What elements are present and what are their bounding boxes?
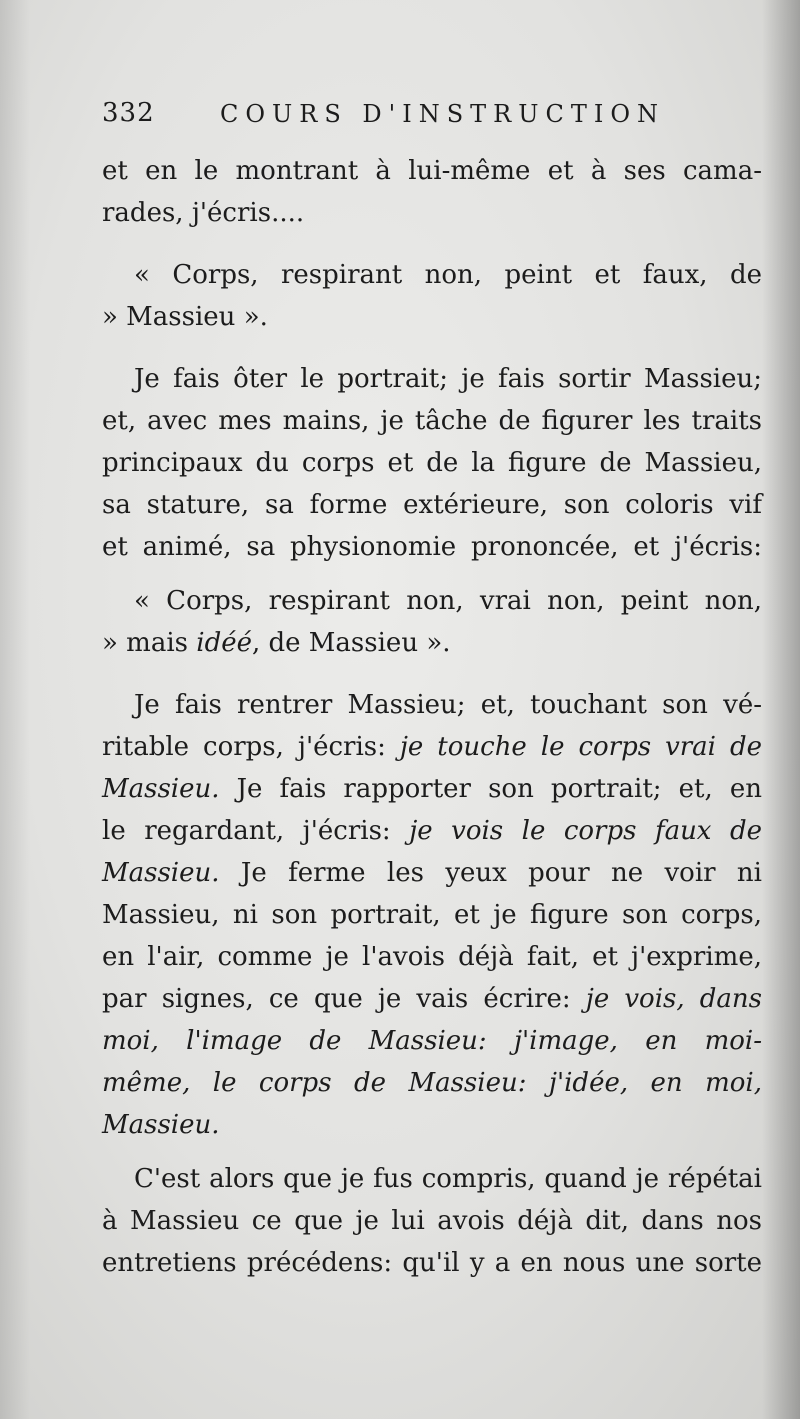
page-number: 332 xyxy=(102,98,155,128)
quote-line: » Massieu ». xyxy=(102,302,268,332)
italic-text: même, le corps de Massieu: j'idée, en moi, xyxy=(102,1068,762,1098)
text-line: C'est alors que je fus compris, quand je répétai xyxy=(134,1164,762,1194)
text-line: le regardant, j'écris: je vois le corps faux de xyxy=(102,816,762,846)
italic-text: idéé xyxy=(196,628,252,658)
italic-text: je vois le corps faux de xyxy=(409,816,762,846)
text-line: à Massieu ce que je lui avois déjà dit, dans nos xyxy=(102,1206,762,1236)
page-header xyxy=(102,98,762,142)
text-line: Je fais rentrer Massieu; et, touchant son vé- xyxy=(134,690,762,720)
page-edge-shadow xyxy=(762,0,800,1419)
italic-text: je vois, dans xyxy=(585,984,762,1014)
running-head: COURS D'INSTRUCTION xyxy=(220,100,665,128)
text-line: ritable corps, j'écris: je touche le corps vrai de xyxy=(102,732,763,762)
page-gutter-shadow xyxy=(0,0,30,1419)
italic-text: Massieu. xyxy=(102,774,220,804)
text-line: sa stature, sa forme extérieure, son coloris vif xyxy=(102,490,762,520)
text-line: et, avec mes mains, je tâche de figurer les traits xyxy=(102,406,762,436)
quote-line: « Corps, respirant non, vrai non, peint non, xyxy=(134,586,762,616)
quote-line: « Corps, respirant non, peint et faux, de xyxy=(134,260,762,290)
text-line: Massieu. Je ferme les yeux pour ne voir ni xyxy=(102,858,762,888)
italic-text: Massieu. xyxy=(102,1110,220,1140)
text-line xyxy=(102,1104,762,1146)
text-line: Massieu. Je fais rapporter son portrait; et, en xyxy=(102,774,762,804)
text-line: et animé, sa physionomie prononcée, et j'écris: xyxy=(102,532,762,562)
text-line: Massieu, ni son portrait, et je figure son corps, xyxy=(102,900,762,930)
text-line xyxy=(102,1020,762,1062)
text-line: entretiens précédens: qu'il y a en nous une sorte xyxy=(102,1248,762,1278)
italic-text: Massieu. xyxy=(102,858,220,888)
body-text xyxy=(102,150,762,1284)
text-line: Je fais ôter le portrait; je fais sortir Massieu; xyxy=(134,364,762,394)
text-line xyxy=(102,1062,762,1104)
text-line: rades, j'écris.... xyxy=(102,198,305,228)
quote-line: » mais idéé, de Massieu ». xyxy=(102,628,451,658)
text-line: par signes, ce que je vais écrire: je vois, dans xyxy=(102,984,762,1014)
italic-text: moi, l'image de Massieu: j'image, en moi- xyxy=(102,1026,762,1056)
text-line: principaux du corps et de la figure de Massieu, xyxy=(102,448,762,478)
text-line: et en le montrant à lui-même et à ses cama- xyxy=(102,156,762,186)
text-line: en l'air, comme je l'avois déjà fait, et j'exprime, xyxy=(102,942,762,972)
italic-text: je touche le corps vrai de xyxy=(399,732,763,762)
